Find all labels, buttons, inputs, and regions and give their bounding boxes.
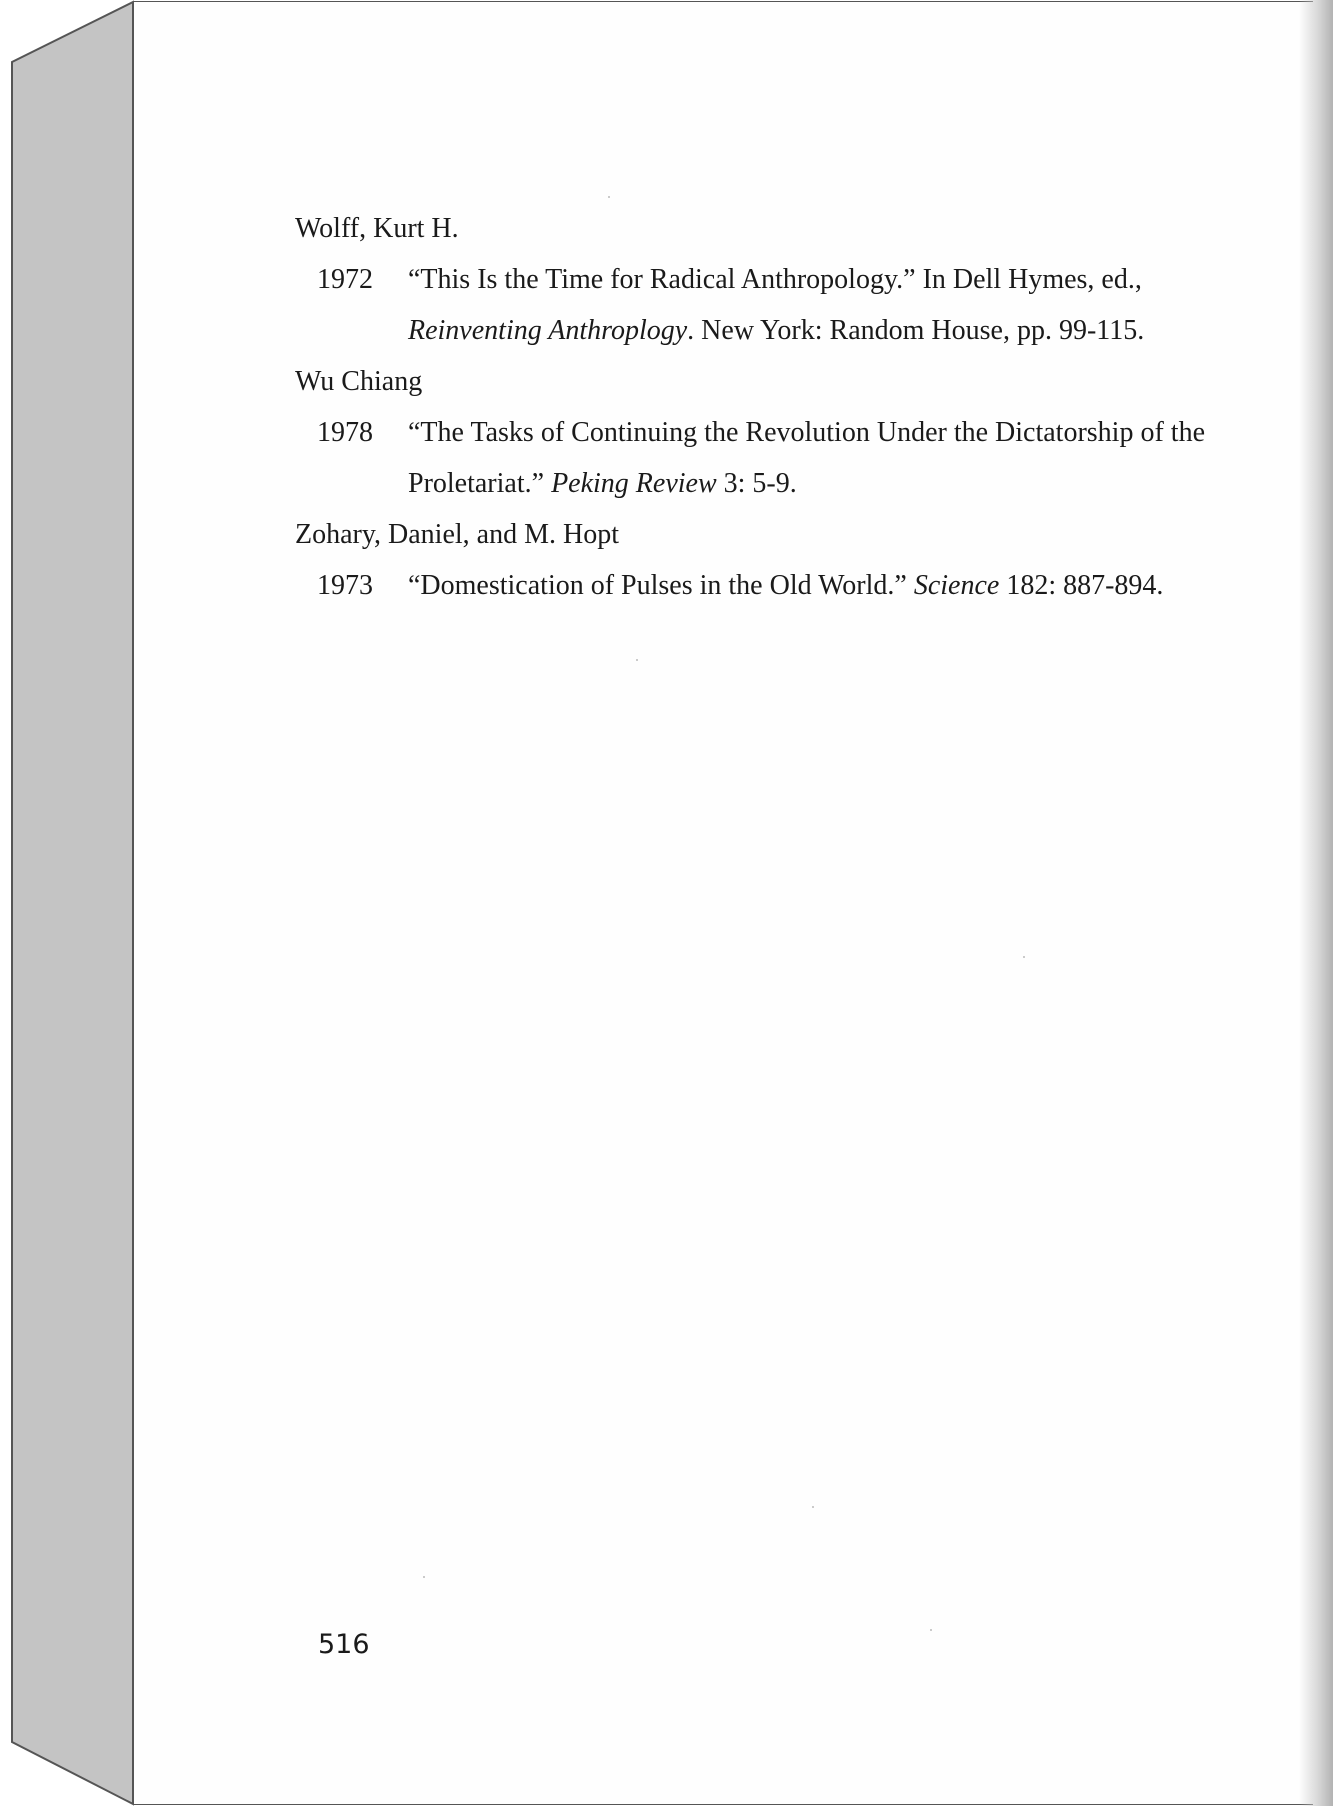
page-number: 516 xyxy=(318,1629,370,1660)
reference-title: “This Is the Time for Radical Anthropology.” In Dell Hymes, ed., xyxy=(408,264,1142,295)
reference-list xyxy=(295,203,1205,611)
scan-speck xyxy=(930,1629,932,1631)
reference-details: . New York: Random House, pp. 99-115. xyxy=(687,315,1145,346)
reference-details: 3: 5-9. xyxy=(716,468,797,499)
scan-speck xyxy=(1023,956,1025,958)
reference-details: 182: 887-894. xyxy=(999,570,1164,601)
reference-year: 1978 xyxy=(317,417,373,448)
reference-source: Science xyxy=(913,570,1000,601)
scan-speck xyxy=(423,1576,425,1578)
reference-author: Wu Chiang xyxy=(295,366,423,397)
reference-text xyxy=(408,254,1205,356)
scan-speck xyxy=(812,1506,814,1508)
reference-author: Wolff, Kurt H. xyxy=(295,213,459,244)
reference-source: Reinventing Anthroplogy xyxy=(408,315,688,346)
reference-entry xyxy=(295,254,1205,356)
reference-text xyxy=(408,560,1205,611)
reference-year: 1973 xyxy=(317,570,373,601)
scan-speck xyxy=(608,196,610,198)
reference-year: 1972 xyxy=(317,264,373,295)
reference-text xyxy=(408,407,1205,509)
reference-title: “Domestication of Pulses in the Old World.” xyxy=(408,570,914,601)
reference-title: “The Tasks of Continuing the Revolution Under the Dictatorship of the Proletariat.” xyxy=(408,417,1205,499)
page-edge-shadow xyxy=(1299,0,1333,1806)
scan-speck xyxy=(636,659,638,661)
reference-entry xyxy=(295,560,1205,611)
reference-entry xyxy=(295,407,1205,509)
reference-author: Zohary, Daniel, and M. Hopt xyxy=(295,519,619,550)
reference-source: Peking Review xyxy=(551,468,717,499)
